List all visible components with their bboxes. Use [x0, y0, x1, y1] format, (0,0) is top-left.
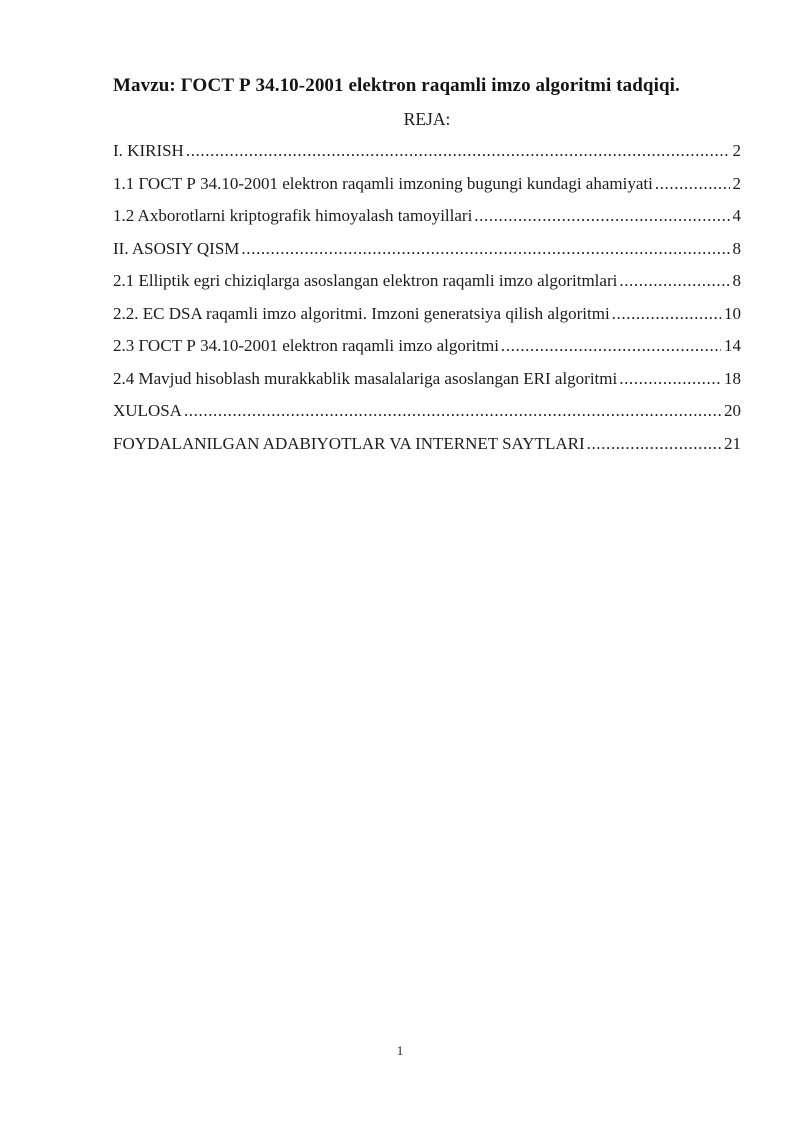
toc-entry[interactable]: [113, 395, 741, 428]
toc-entry-label: I. KIRISH: [113, 141, 184, 160]
toc-entry-label: 2.1 Elliptik egri chiziqlarga asoslangan elektron raqamli imzo algoritmlari: [113, 271, 618, 290]
page-number-footer: 1: [396, 1043, 404, 1058]
toc-leader-dots: [184, 395, 721, 428]
toc-leader-dots: [619, 363, 721, 396]
toc-leader-dots: [501, 330, 721, 363]
toc-entry-label: 1.1 ГОСТ Р 34.10-2001 elektron raqamli imzoning bugungi kundagi ahamiyati: [113, 173, 653, 193]
document-content: [113, 70, 741, 460]
toc-leader-dots: [619, 265, 729, 298]
toc-entry[interactable]: [113, 298, 741, 331]
toc-leader-dots: [587, 428, 721, 461]
toc-entry-label: 2.2. EC DSA raqamli imzo algoritmi. Imzoni generatsiya qilish algoritmi: [113, 303, 610, 323]
toc-entry-page: 8: [732, 271, 741, 290]
toc-entry[interactable]: [113, 168, 741, 201]
toc-leader-dots: [655, 168, 730, 201]
toc-entry-label: XULOSA: [113, 401, 182, 420]
toc-leader-dots: [186, 135, 730, 168]
toc-entry[interactable]: [113, 330, 741, 363]
toc-entry-page: 18: [724, 368, 741, 388]
toc-entry-page: 2: [732, 173, 741, 193]
toc-entry[interactable]: [113, 200, 741, 233]
toc-entry-page: 4: [732, 206, 741, 225]
toc-entry-page: 20: [724, 401, 741, 420]
toc-leader-dots: [612, 298, 721, 331]
toc-entry-label: FOYDALANILGAN ADABIYOTLAR VA INTERNET SAYTLARI: [113, 433, 585, 453]
document-title: Mavzu: ГОСТ Р 34.10-2001 elektron raqamli imzo algoritmi tadqiqi.: [113, 75, 680, 96]
toc-entry[interactable]: [113, 135, 741, 168]
toc-entry[interactable]: [113, 363, 741, 396]
toc-entry-label: 2.4 Mavjud hisoblash murakkablik masalalariga asoslangan ERI algoritmi: [113, 368, 618, 388]
toc-entry-page: 21: [724, 433, 741, 453]
plan-heading: REJA:: [403, 108, 451, 129]
toc-leader-dots: [474, 200, 729, 233]
table-of-contents: [113, 135, 741, 460]
toc-entry-page: 10: [724, 303, 741, 323]
toc-entry-label: II. ASOSIY QISM: [113, 238, 240, 258]
toc-entry[interactable]: [113, 233, 741, 266]
toc-entry-label: 1.2 Axborotlarni kriptografik himoyalash tamoyillari: [113, 206, 473, 225]
toc-entry-page: 14: [724, 336, 741, 355]
toc-entry[interactable]: [113, 265, 741, 298]
toc-entry-page: 8: [732, 238, 741, 258]
toc-entry-page: 2: [732, 141, 741, 160]
toc-leader-dots: [241, 233, 729, 266]
toc-entry-label: 2.3 ГОСТ Р 34.10-2001 elektron raqamli imzo algoritmi: [113, 336, 499, 355]
toc-entry[interactable]: [113, 428, 741, 461]
